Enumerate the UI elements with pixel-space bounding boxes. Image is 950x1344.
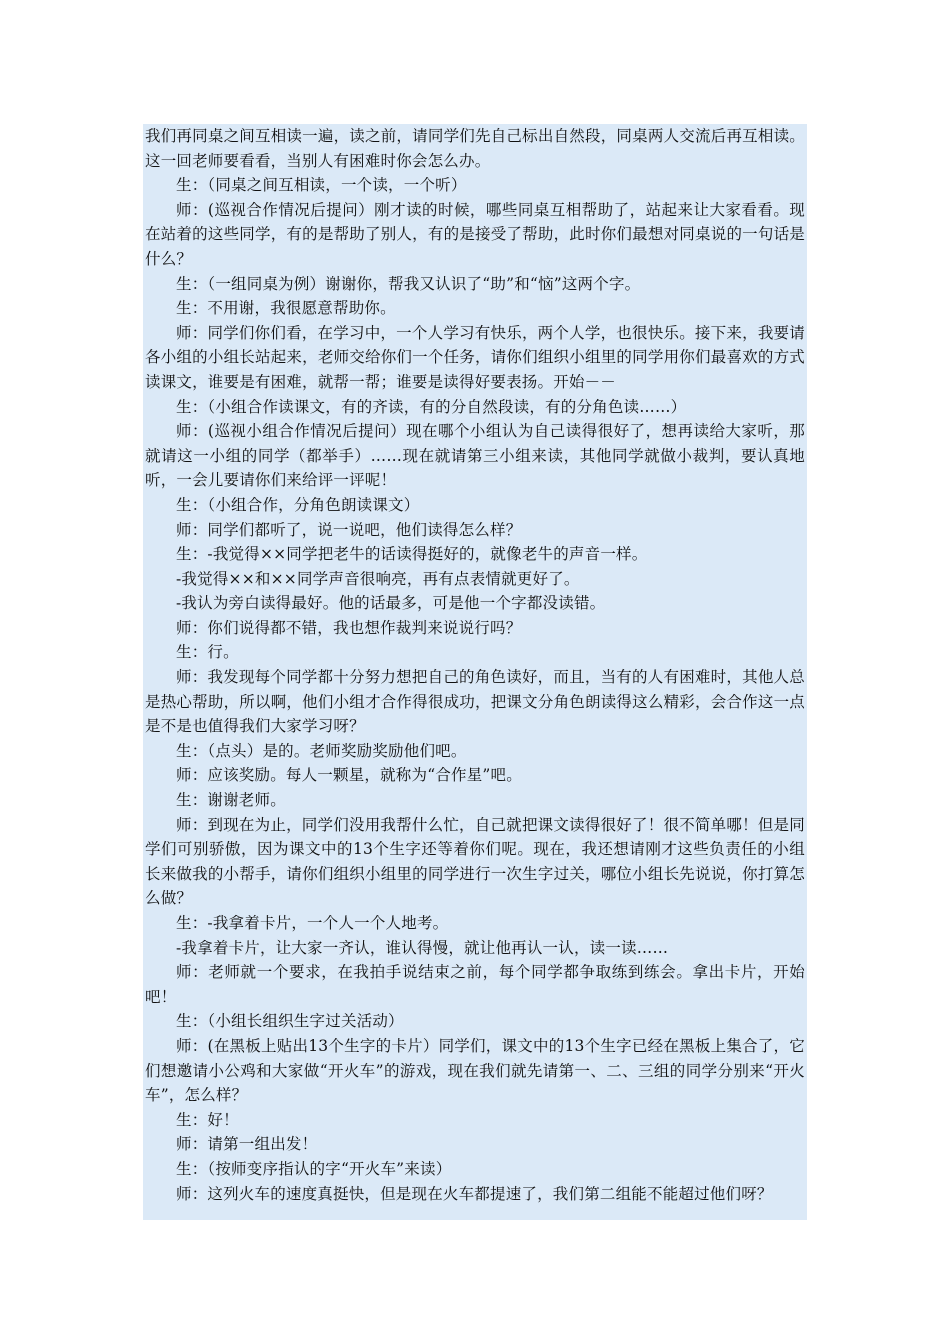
paragraph: 生：-我觉得××同学把老牛的话读得挺好的，就像老牛的声音一样。 (176, 545, 648, 564)
paragraph: 生：不用谢，我很愿意帮助你。 (176, 299, 396, 318)
paragraph: 师：应该奖励。每人一颗星，就称为“合作星”吧。 (176, 766, 522, 785)
paragraph: 生：好！ (176, 1110, 239, 1129)
paragraph: -我拿着卡片，让大家一齐认，谁认得慢，就让他再认一认，读一读…… (176, 938, 669, 957)
paragraph: 生：（小组长组织生字过关活动） (176, 1012, 404, 1031)
paragraph: 生：-我拿着卡片，一个人一个人地考。 (176, 914, 449, 932)
paragraph: -我觉得××和××同学声音很响亮，再有点表情就更好了。 (176, 569, 580, 588)
paragraph: 生：（小组合作，分角色朗读课文） (176, 495, 420, 514)
paragraph: 生：行。 (176, 643, 239, 662)
paragraph: 师：请第一组出发！ (176, 1135, 318, 1154)
paragraph: 生：（小组合作读课文，有的齐读，有的分自然段读，有的分角色读……） (176, 397, 687, 416)
paragraph: 师：到现在为止，同学们没用我帮什么忙，自己就把课文读得很好了！很不简单哪！但是同学们可别骄傲，因为课文中的13个生字还等着你们呢。现在，我还想请刚才这些负责任的小组长来做我的小帮手，请你们组织小组里的同学进行一次生字过关，哪位小组长先说说，你打算怎么做？ (145, 815, 805, 908)
paragraph: 我们再同桌之间互相读一遍，读之前，请同学们先自己标出自然段，同桌两人交流后再互相读。这一回老师要看看，当别人有困难时你会怎么办。 (145, 127, 805, 170)
paragraph: 生：（一组同桌为例）谢谢你，帮我又认识了“助”和“恼”这两个字。 (176, 274, 641, 293)
paragraph: 师：(巡视合作情况后提问）刚才读的时候，哪些同桌互相帮助了，站起来让大家看看。现在站着的这些同学，有的是帮助了别人，有的是接受了帮助，此时你们最想对同桌说的一句话是什么？ (145, 200, 805, 268)
paragraph: 师：老师就一个要求，在我拍手说结束之前，每个同学都争取练到练会。拿出卡片，开始吧！ (145, 963, 805, 1006)
lesson-transcript (143, 124, 807, 1220)
paragraph: 师：(在黑板上贴出13个生字的卡片）同学们，课文中的13个生字已经在黑板上集合了，它们想邀请小公鸡和大家做“开火车”的游戏，现在我们就先请第一、二、三组的同学分别来“开火车”，怎么样？ (145, 1036, 805, 1105)
paragraph: 生：谢谢老师。 (176, 791, 286, 810)
paragraph: 生：（按师变序指认的字“开火车”来读） (176, 1159, 452, 1178)
paragraph: 师：这列火车的速度真挺快，但是现在火车都提速了，我们第二组能不能超过他们呀？ (176, 1184, 773, 1203)
paragraph: -我认为旁白读得最好。他的话最多，可是他一个字都没读错。 (176, 594, 606, 613)
paragraph: 师：同学们你们看，在学习中，一个人学习有快乐，两个人学，也很快乐。接下来，我要请各小组的小组长站起来，老师交给你们一个任务，请你们组织小组里的同学用你们最喜欢的方式读课文，谁要是有困难，就帮一帮；谁要是读得好要表扬。开始－－ (145, 323, 805, 391)
paragraph: 师：(巡视小组合作情况后提问）现在哪个小组认为自己读得很好了，想再读给大家听，那就请这一小组的同学（都举手）……现在就请第三小组来读，其他同学就做小裁判，要认真地听，一会儿要请你们来给评一评呢！ (145, 422, 805, 490)
paragraph: 生：（同桌之间互相读，一个读，一个听） (176, 176, 467, 195)
paragraph: 生：（点头）是的。老师奖励奖励他们吧。 (176, 741, 467, 760)
paragraph: 师：我发现每个同学都十分努力想把自己的角色读好，而且，当有的人有困难时，其他人总是热心帮助，所以啊，他们小组才合作得很成功，把课文分角色朗读得这么精彩，会合作这一点是不是也值得我们大家学习呀？ (145, 668, 805, 736)
paragraph: 师：你们说得都不错，我也想作裁判来说说行吗？ (176, 618, 522, 637)
paragraph: 师：同学们都听了，说一说吧，他们读得怎么样？ (176, 520, 522, 539)
